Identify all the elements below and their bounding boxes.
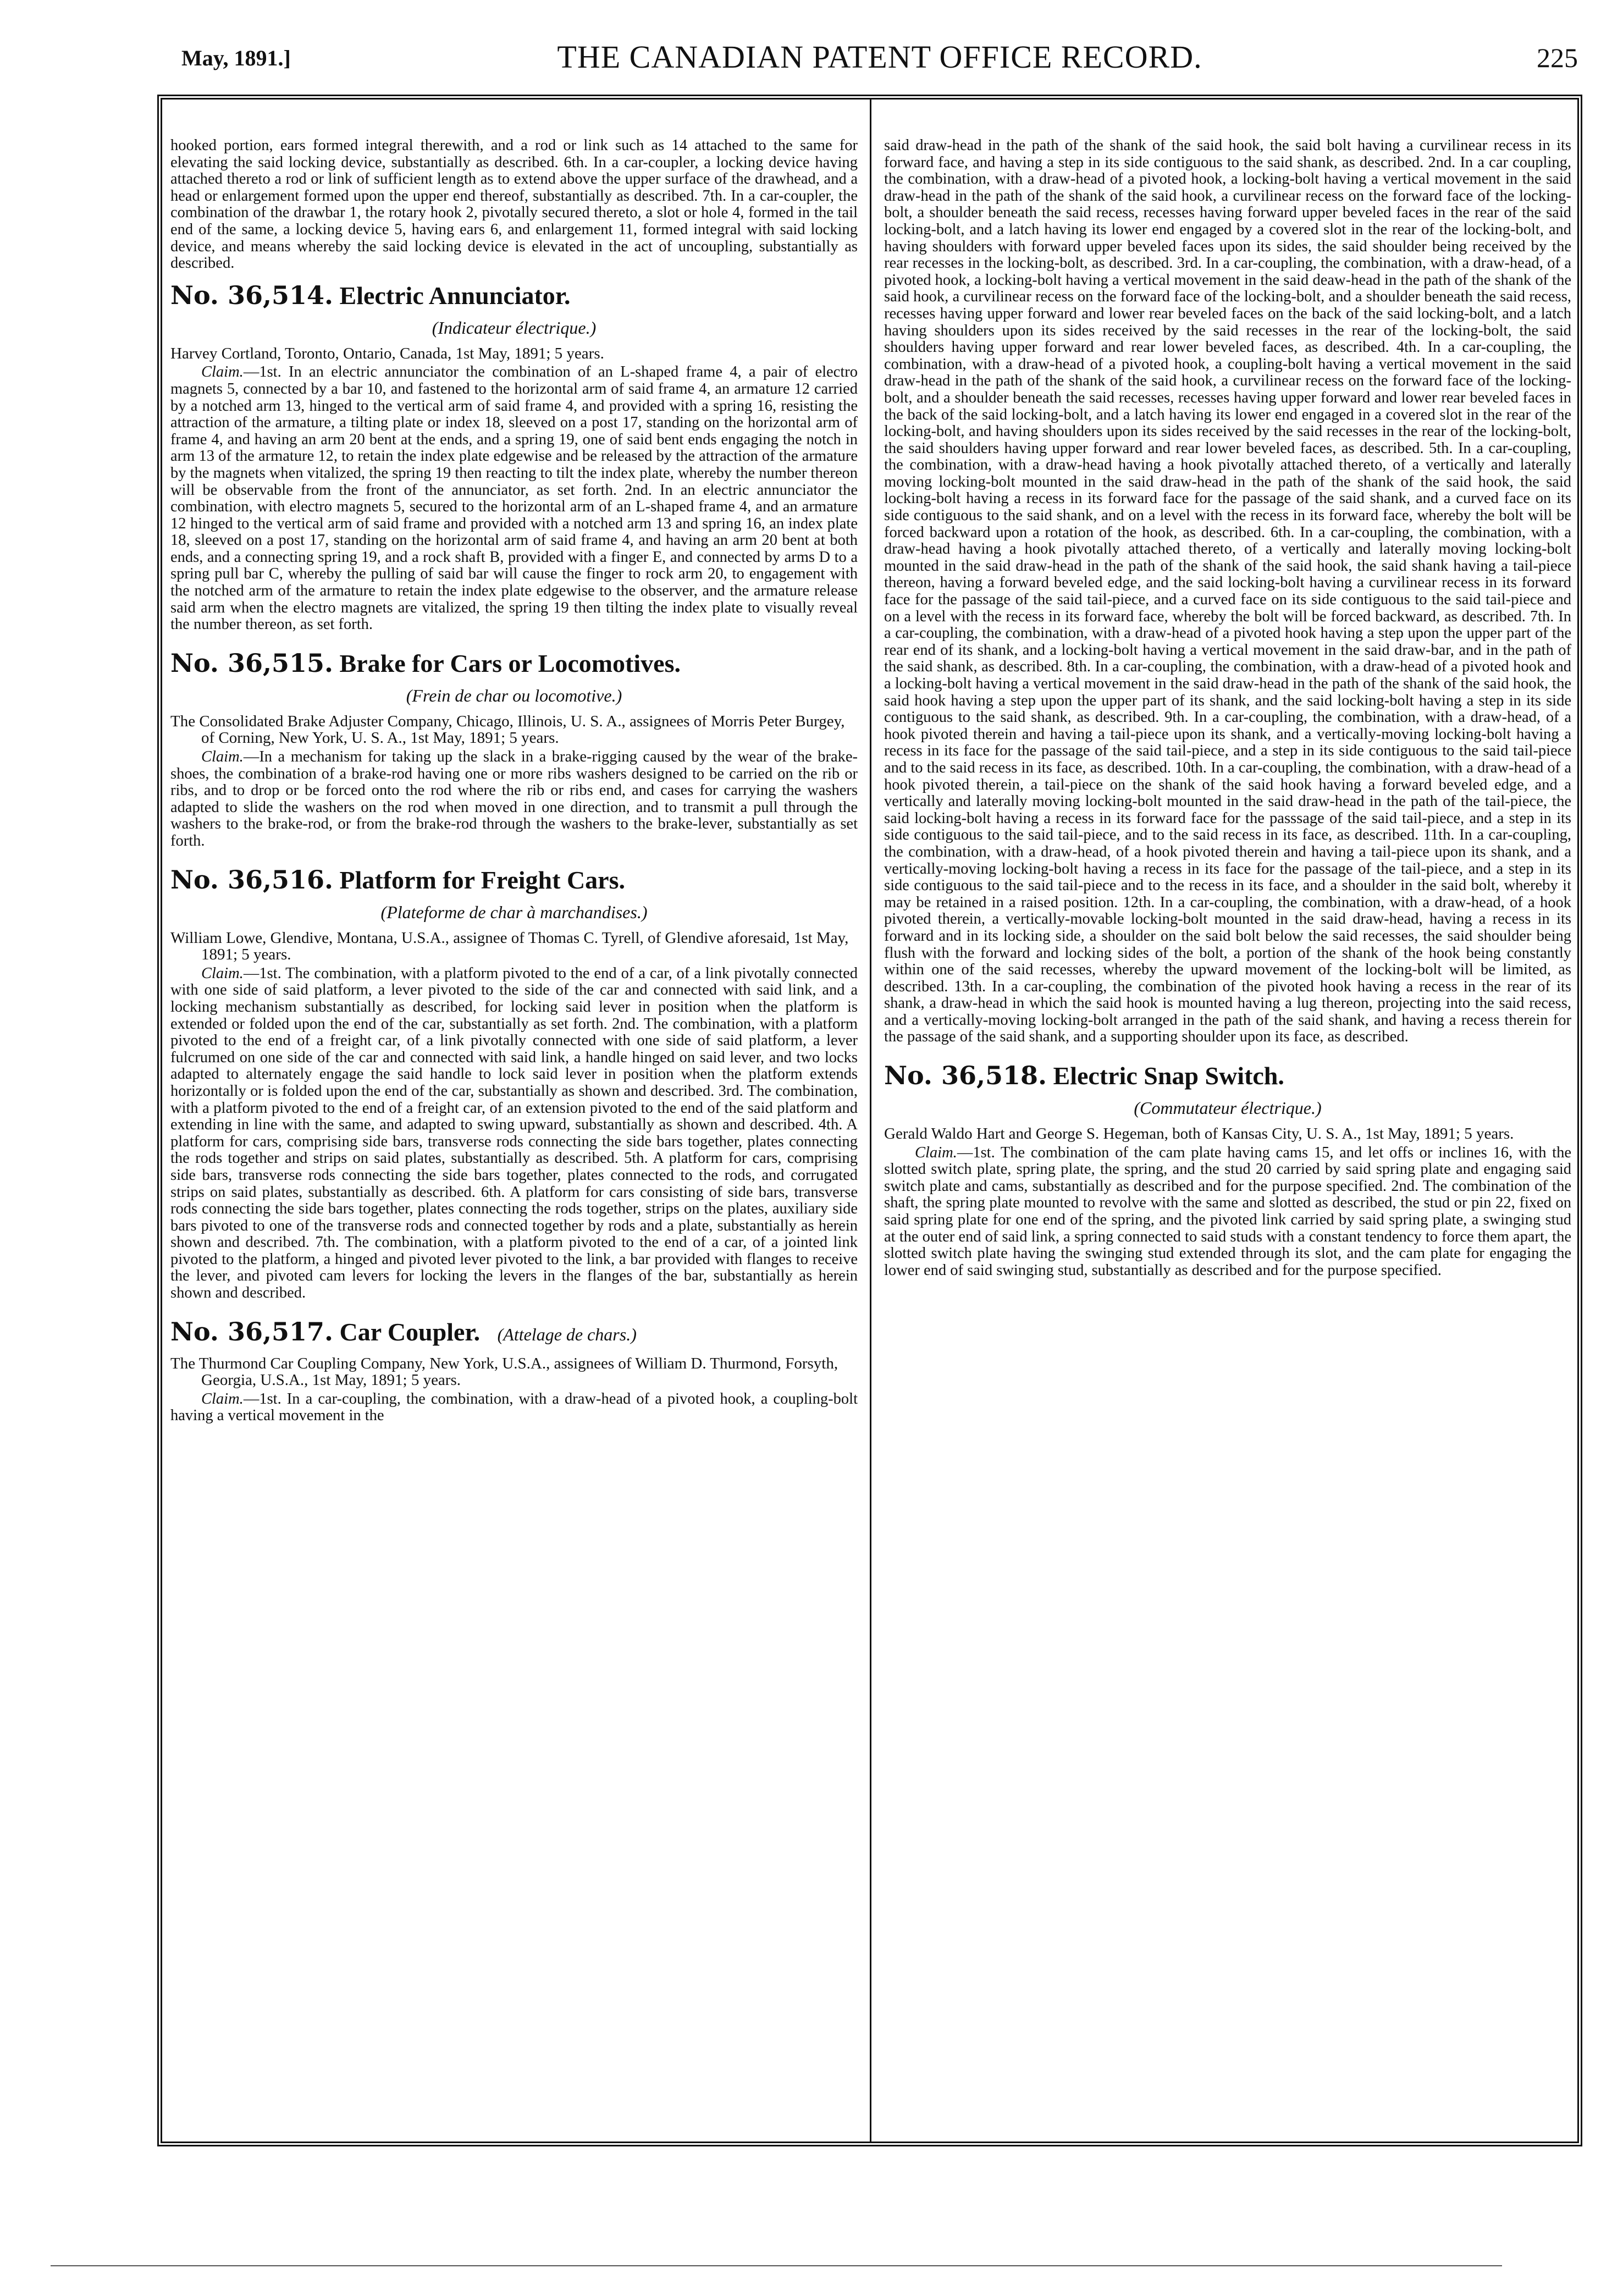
- publication-title: THE CANADIAN PATENT OFFICE RECORD.: [557, 39, 1202, 75]
- continuation-text: hooked portion, ears formed integral therewith, and a rod or link such as 14 attached to the same for elevating the said locking device, substantially as described. 6th. In a car-coupler, a locking device having attached thereto a rod or link of sufficient length as to extend above the upper surface of the drawhead, and a head or enlargement formed upon the upper end thereof, substantially as described. 7th. In a car-coupler, the combination of the drawbar 1, the rotary hook 2, pivotally secured thereto, a slot or hole 4, formed in the tail end of the same, a locking device 5, having ears 6, and enlargement 11, formed integral with said locking device, and means whereby the said locking device is elevated in the act of uncoupling, substantially as described.: [170, 137, 858, 272]
- footer-rule: [51, 2265, 1502, 2266]
- claim-text: [884, 1145, 1571, 1279]
- page-number: 225: [1537, 42, 1578, 73]
- patent-heading: [170, 648, 858, 679]
- french-title: (Indicateur électrique.): [432, 317, 597, 338]
- claim-text: [170, 965, 858, 1302]
- claim-text: [170, 364, 858, 633]
- claim-body: —1st. In a car-coupling, the combination, with a draw-head of a pivoted hook, a coupling-bolt having a vertical movement in the: [170, 1390, 858, 1425]
- patent-heading: [884, 1060, 1571, 1091]
- claim-body: —In a mechanism for taking up the slack in a brake-rigging caused by the wear of the brake-shoes, the combination of a brake-rod having one or more ribs washers designed to be carried on the rib or ribs, and to drop or be forced onto the rod where the rib or ribs end, and cases for carrying the washers adapted to slide the washers on the rod when moved in one direction, and to transmit a pull through the washers to the brake-rod, or from the brake-rod through the washers to the brake-lever, substantially as set forth.: [170, 748, 858, 849]
- claim-text: [170, 1391, 858, 1425]
- claim-label: Claim.: [201, 964, 244, 982]
- left-column: [170, 137, 858, 2128]
- claim-body: —1st. The combination, with a platform pivoted to the end of a car, of a link pivotally connected with one side of said platform, a lever pivoted to the side of the car and connected with said link, and a locking mechanism substantially as described, for locking said lever in position when the platform is extended or folded upon the end of the car, substantially as set forth. 2nd. The combination, with a platform pivoted to the end of a freight car, of a link pivotally connected with one side of said platform, a lever fulcrumed on one side of the car and connected with said link, a handle hinged on said lever, and two locks adapted to alternately engage the said handle to lock said lever in position when the platform extends horizontally or is folded upon the end of the car, substantially as shown and described. 3rd. The combination, with a platform pivoted to the end of a freight car, of an extension pivoted to the end of the said platform and extending in line with the same, and adapted to swing upward, substantially as shown and described. 4th. A platform for cars, comprising side bars, transverse rods connecting the side bars together, plates connecting the rods together and strips on said plates, substantially as described. 5th. A platform for cars, comprising side bars, transverse rods connecting the side bars together, plates connected to the rods, and corrugated strips on said plates, substantially as described. 6th. A platform for cars consisting of side bars, transverse rods connecting the side bars together, plates connecting the rods together, strips on the plates, auxiliary side bars pivoted to one of the transverse rods and connected together by rods and a plate, substantially as herein shown and described. 7th. The combination, with a platform pivoted to the end of a car, of a jointed link pivoted to the platform, a hinged and pivoted lever pivoted to the link, a bar provided with flanges to receive the lever, and pivoted cam levers for locking the levers in the flanges of the bar, substantially as herein shown and described.: [170, 964, 858, 1302]
- patent-number: No. 36,514.: [170, 280, 334, 310]
- inventor-line: William Lowe, Glendive, Montana, U.S.A., assignee of Thomas C. Tyrell, of Glendive aforesaid, 1st May, 1891; 5 years.: [170, 929, 849, 964]
- inventor-line: Harvey Cortland, Toronto, Ontario, Canada, 1st May, 1891; 5 years.: [170, 344, 604, 362]
- french-title: (Plateforme de char à marchandises.): [380, 902, 648, 922]
- patent-number: No. 36,516.: [170, 864, 334, 895]
- continuation-text: said draw-head in the path of the shank of the said hook, the said bolt having a curvilinear recess in its forward face, and having a step in its side contiguous to the said shank, as described. 2nd. In a car coupling, the combination, with a draw-head of a pivoted hook, a locking-bolt having a vertical movement in the said draw-head in the path of the shank of the said hook, a curvilinear recess on the forward face of the locking-bolt, a shoulder beneath the said recess, recesses having forward upper beveled faces in the rear of the said locking-bolt, and a latch having its lower end engaged by a covered slot in the rear of the locking-bolt, and having shoulders with forward upper beveled faces upon its sides, the said shoulder being received by the rear recesses in the locking-bolt, as described. 3rd. In a car-coupling, the combination, with a draw-head, of a pivoted hook, a locking-bolt having a vertical movement in the said deaw-head in the path of the shank of the said hook, a curvilinear recess on the forward face of the locking-bolt, and a shoulder beneath the said recess, recesses having upper forward and lower rear beveled faces on the back of the said locking-bolt, and a latch having shoulders upon its sides received by the said recesses in the rear of the locking-bolt, the said shoulders having upper forward and rear lower beveled faces, as described. 4th. In a car-coupling, the combination, with a draw-head of a pivoted hook, a coupling-bolt having a vertical movement in the said draw-head in the path of the shank of the said hook, a curvilinear recess on the forward face of the locking-bolt, and a shoulder beneath the said recesses, recesses having upper forward and lower rear beveled faces in the back of the said locking-bolt, and a latch having its lower end engaged in a covered slot in the rear of the locking-bolt, and having shoulders upon its sides received by the said recesses in the rear of the locking-bolt, the said shoulders having upper forward and rear lower beveled faces, as described. 5th. In a car-coupling, the combination, with a draw-head having a hook pivotally attached thereto, of a vertically and laterally moving locking-bolt mounted in the said draw-head in the path of the shank of the said hook, the said locking-bolt having a recess in its forward face for the passage of the said shank, and a curved face on its side contiguous to the said shank, and on a level with the recess in its forward face, whereby the bolt will be forced backward upon a rotation of the hook, as described. 6th. In a car-coupling, the combination, with a draw-head having a hook pivotally attached thereto, of a vertically and laterally moving locking-bolt mounted in the said draw-head in the path of the shank of the said hook, the said shank having a tail-piece thereon, having a forward beveled edge, and the said locking-bolt having a curvilinear recess in its forward face for the passage of the said tail-piece, and a curved face on its side contiguous to the said tail-piece and on a level with the recess in its forward face, whereby the bolt will be forced backward, as described. 7th. In a car-coupling, the combination, with a draw-head of a pivoted hook having a step upon the upper part of the rear end of its shank, and a locking-bolt having a vertical movement in the said draw-bar, and in the path of the said shank, as described. 8th. In a car-coupling, the combination, with a draw-head of a pivoted hook and a locking-bolt having a vertical movement in the said draw-head in the path of the shank of the said hook, the said hook having a step upon the upper part of its shank, and the said locking-bolt having a step in its side contiguous to the said shank, as described. 9th. In a car-coupling, the combination, with a draw-head, of a hook pivoted therein and having a tail-piece upon its shank, and a vertically-moving locking-bolt having a recess in its face for the passage of the said tail-piece, and a step in its side contiguous to the said tail-piece and to the said recess in its face, as described. 10th. In a car-coupling, the combination, with a draw-head of a hook pivoted therein, a tail-piece on the shank of the said hook having a forward beveled edge, and a vertically and laterally moving locking-bolt mounted in the said draw-head in the path of the tail-piece, the said locking-bolt having a recess in its forward face for the passsage of the said tail-piece, and a step in its side contiguous to the said tail-piece, and to the said recess in its face, as described. 11th. In a car-coupling, the combination, with a draw-head, of a hook pivoted therein and having a tail-piece upon its shank, and a vertically-moving locking-bolt having a recess in its face for the passage of the tail-piece, and a step in its side contiguous to the said tail-piece and to the recess in its face, and a shoulder in the said bolt, whereby it may be retained in a raised position. 12th. In a car-coupling, the combination, with a draw-head, of a hook pivoted therein, a vertically-movable locking-bolt mounted in the said draw-head, having a recess in its forward and in its locking side, a shoulder on the said bolt below the said recesses, the said shoulder being flush with the forward and locking sides of the bolt, a portion of the shank of the hook being constantly within one of the said recesses, whereby the upward movement of the locking-bolt will be limited, as described. 13th. In a car-coupling, the combination of the pivoted hook having a recess in the rear of its shank, a draw-head in which the said hook is mounted having a lug thereon, projecting into the said recess, and a vertically-moving locking-bolt arranged in the path of the said shank, and having a recess therein for the passage of the said shank, and a supporting shoulder upon its face, as described.: [884, 137, 1571, 1046]
- issue-date: May, 1891.]: [181, 46, 291, 70]
- french-title: (Attelage de chars.): [497, 1324, 637, 1344]
- claim-text: [170, 749, 858, 850]
- patent-heading: [170, 280, 858, 311]
- claim-label: Claim.: [201, 1390, 244, 1408]
- patent-title: Electric Annunciator.: [339, 281, 571, 310]
- patent-number: No. 36,517.: [170, 1316, 334, 1346]
- patent-title: Brake for Cars or Locomotives.: [339, 649, 681, 677]
- patent-heading: [170, 864, 858, 896]
- patent-title: Electric Snap Switch.: [1053, 1062, 1284, 1090]
- patent-title: Car Coupler.: [339, 1317, 481, 1346]
- inventor-line: The Consolidated Brake Adjuster Company, Chicago, Illinois, U. S. A., assignees of Morris Peter Burgey, of Corning, New York, U. S. A., 1st May, 1891; 5 years.: [170, 712, 845, 747]
- french-title: (Commutateur électrique.): [1134, 1098, 1322, 1118]
- inventor-line: The Thurmond Car Coupling Company, New York, U.S.A., assignees of William D. Thurmond, Forsyth, Georgia, U.S.A., 1st May, 1891; 5 years.: [170, 1354, 838, 1389]
- claim-body: —1st. The combination of the cam plate having cams 15, and let offs or inclines 16, with the slotted switch plate, spring plate, the spring, and the stud 20 carried by said spring plate and engaging said switch plate and cams, substantially as described and for the purpose specified. 2nd. The combination of the shaft, the spring plate mounted to revolve with the same and slotted as described, the stud or pin 22, fixed on said spring plate for one end of the spring, and the pivoted link carried by said spring plate, a swinging stud at the outer end of said link, a spring connected to said studs with a constant tendency to force them apart, the slotted switch plate having the swinging stud extended through its slot, and the cam plate for engaging the lower end of said swinging stud, substantially as described and for the purpose specified.: [884, 1144, 1571, 1279]
- patent-number: No. 36,518.: [884, 1061, 1047, 1091]
- page-header: [181, 38, 1578, 77]
- patent-heading: [170, 1316, 858, 1350]
- patent-number: No. 36,515.: [170, 648, 334, 678]
- claim-body: —1st. In an electric annunciator the combination of an L-shaped frame 4, a pair of electro magnets 5, connected by a bar 10, and fastened to the horizontal arm of said frame 4, an armature 12 carried by a notched arm 13, hinged to the vertical arm of said frame 4, and provided with a spring 16, resisting the attraction of the armature, a tilting plate or index 18, sleeved on a post 17, standing on the horizontal arm of frame 4, and having an arm 20 bent at the ends, and a spring 19, one of said bent ends engaging the notch in arm 13 of the armature 12, to retain the index plate edgewise and be released by the attraction of the armature by the magnets when vitalized, the spring 19 then reacting to tilt the index plate, whereby the number thereon will be observable from the front of the annunciator, as set forth. 2nd. In an electric annunciator the combination, with electro magnets 5, secured to the horizontal arm of an L-shaped frame 4, and an armature 12 hinged to the vertical arm of said frame and provided with a notched arm 13 and spring 16, an index plate 18, sleeved on a post 17, standing on the horizontal arm of said frame 4, and having an arm 20 bent at both ends, and a connecting spring 19, and a rock shaft B, provided with a finger E, and connected by arms D to a spring pull bar C, whereby the pulling of said bar will cause the finger to rock arm 20, to engagement with the notched arm of the armature to retain the index plate edgewise to the observer, and the armature release said arm when the electro magnets are vitalized, the spring 19 then tilting the index plate to visually reveal the number thereon, as set forth.: [170, 363, 858, 633]
- patent-title: Platform for Freight Cars.: [339, 865, 625, 894]
- claim-label: Claim.: [915, 1144, 957, 1161]
- right-column: [884, 137, 1571, 2128]
- claim-label: Claim.: [201, 748, 244, 766]
- french-title: (Frein de char ou locomotive.): [406, 685, 622, 705]
- inventor-line: Gerald Waldo Hart and George S. Hegeman, both of Kansas City, U. S. A., 1st May, 1891; 5 years.: [884, 1125, 1514, 1143]
- claim-label: Claim.: [201, 363, 244, 381]
